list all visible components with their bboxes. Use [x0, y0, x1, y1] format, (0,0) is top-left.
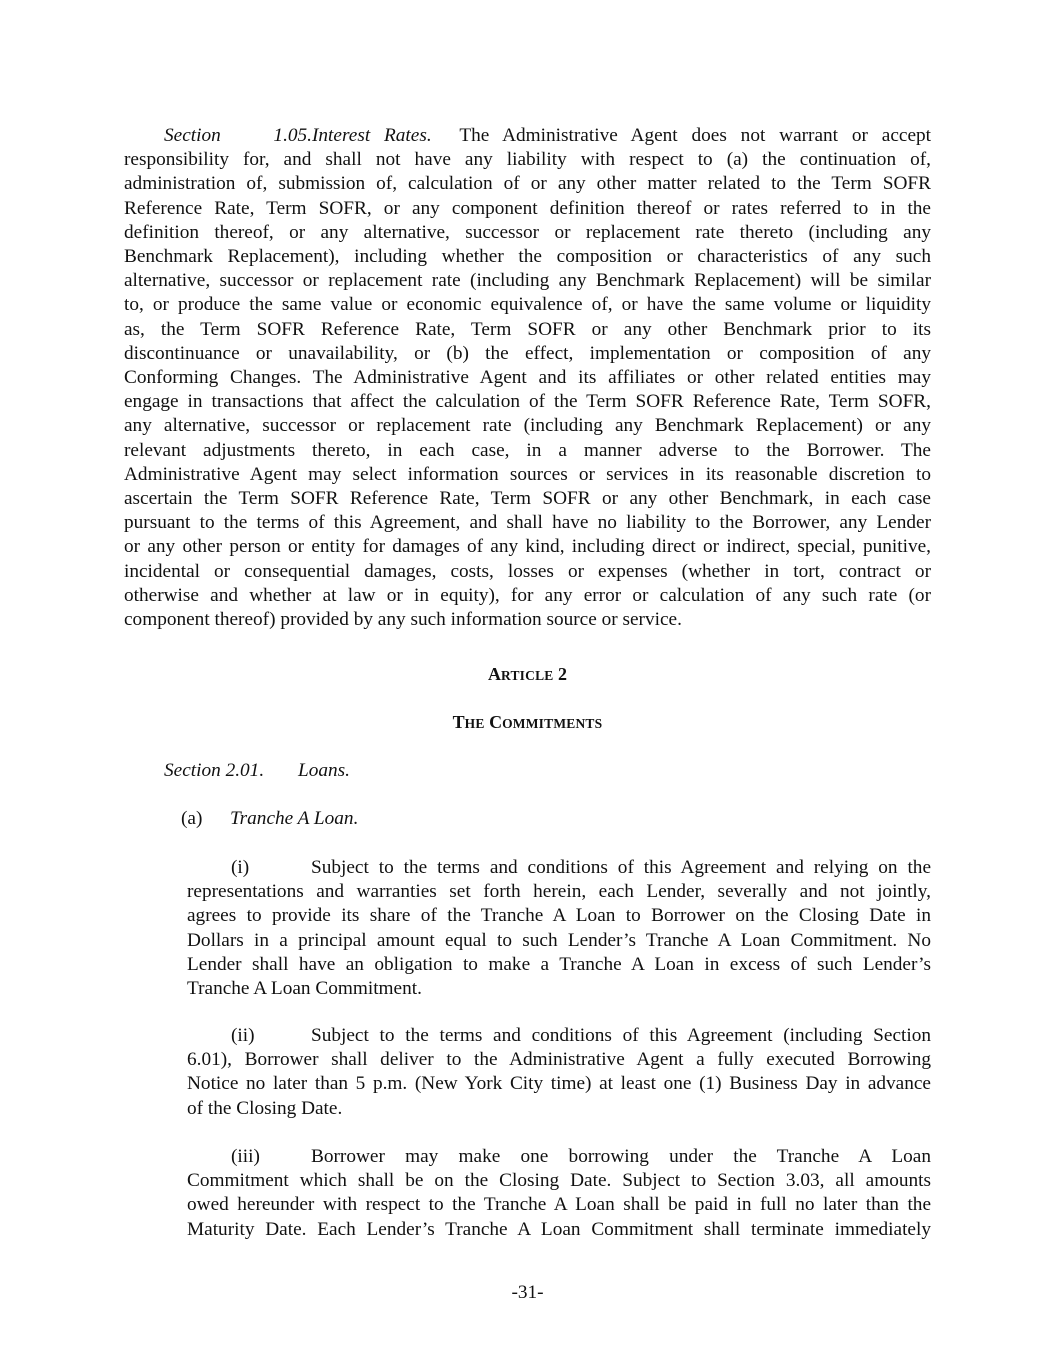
section-1-05-line: relevant adjustments thereto, in each case, in a manner adverse to the Borrower. The [124, 439, 931, 461]
clause-line: Subject to the terms and conditions of this Agreement (including Section [311, 1025, 931, 1046]
clause-line: agrees to provide its share of the Tranche A Loan to Borrower on the Closing Date in [187, 905, 931, 927]
section-1-05-line: alternative, successor or replacement rate (including any Benchmark Replacement) will be similar [124, 270, 931, 292]
section-1-05-line: Administrative Agent may select information sources or services in its reasonable discretion to [124, 463, 931, 485]
section-1-05-number: Section 1.05. [164, 125, 312, 146]
section-1-05-line: to, or produce the same value or economic equivalence of, or have the same volume or liquidity [124, 294, 931, 316]
section-1-05-line: discontinuance or unavailability, or (b) the effect, implementation or composition of any [124, 342, 931, 364]
section-1-05-line: any alternative, successor or replacement rate (including any Benchmark Replacement) or any [124, 415, 931, 437]
clause-ii-first-line [187, 1024, 931, 1048]
section-1-05-line: Benchmark Replacement), including whether the composition or characteristics of any such [124, 246, 931, 268]
clause-line: 6.01), Borrower shall deliver to the Administrative Agent a fully executed Borrowing [187, 1049, 931, 1071]
section-1-05-line: definition thereof, or any alternative, successor or replacement rate thereto (including any [124, 221, 931, 243]
subsection-a-heading [181, 807, 358, 831]
clause-iii [187, 1145, 931, 1242]
article-number-rest: RTICLE [501, 668, 554, 683]
clause-line: of the Closing Date. [187, 1097, 343, 1119]
clause-line: Notice no later than 5 p.m. (New York City time) at least one (1) Business Day in advance [187, 1073, 931, 1095]
article-title-rest-1: HE [464, 716, 485, 731]
subsection-a-title: Tranche A Loan. [230, 808, 359, 829]
clause-line: owed hereunder with respect to the Tranche A Loan shall be paid in full no later than the [187, 1194, 931, 1216]
section-1-05-line: or any other person or entity for damages of any kind, including direct or indirect, special, punitive, [124, 536, 931, 558]
section-1-05-line: component thereof) provided by any such information source or service. [124, 609, 682, 631]
section-1-05-line: Reference Rate, Term SOFR, or any component definition thereof or rates referred to in the [124, 197, 931, 219]
article-title-initial-2: C [489, 712, 503, 732]
section-1-05-line: incidental or consequential damages, costs, losses or expenses (whether in tort, contract or [124, 560, 931, 582]
article-number-value: 2 [558, 664, 567, 684]
subsection-a-label: (a) [181, 808, 203, 829]
section-1-05-line: otherwise and whether at law or in equity), for any error or calculation of any such rate (or [124, 584, 931, 606]
section-1-05-line: Conforming Changes. The Administrative Agent and its affiliates or other related entities may [124, 367, 931, 389]
section-1-05-first-line [124, 124, 931, 148]
clause-line: Commitment which shall be on the Closing Date. Subject to Section 3.03, all amounts [187, 1170, 931, 1192]
clause-line: Tranche A Loan Commitment. [187, 978, 422, 1000]
section-1-05-line: responsibility for, and shall not have any liability with respect to (a) the continuation of, [124, 149, 931, 171]
section-1-05-title: Interest Rates. [312, 125, 432, 146]
section-1-05-line: administration of, submission of, calculation of or any other matter related to the Term SOFR [124, 173, 931, 195]
clause-i [187, 856, 931, 1001]
clause-iii-first-line [187, 1145, 931, 1169]
clause-i-label: (i) [231, 857, 250, 878]
clause-line: Dollars in a principal amount equal to such Lender’s Tranche A Loan Commitment. No [187, 929, 931, 951]
section-1-05-line: pursuant to the terms of this Agreement, and shall have no liability to the Borrower, any Lender [124, 512, 931, 534]
article-number [0, 662, 1055, 688]
section-2-01-title: Loans. [298, 760, 350, 781]
article-title [0, 710, 1055, 736]
section-1-05-line: engage in transactions that affect the calculation of the Term SOFR Reference Rate, Term SOFR, [124, 391, 931, 413]
section-2-01-heading [164, 759, 350, 783]
article-number-initial: A [488, 664, 501, 684]
section-1-05-paragraph [124, 124, 931, 632]
section-1-05-line: ascertain the Term SOFR Reference Rate, Term SOFR or any other Benchmark, in each case [124, 488, 931, 510]
clause-ii-label: (ii) [231, 1025, 255, 1046]
clause-ii [187, 1024, 931, 1121]
section-1-05-line: as, the Term SOFR Reference Rate, Term SOFR or any other Benchmark prior to its [124, 318, 931, 340]
clause-iii-label: (iii) [231, 1146, 260, 1167]
page-number: -31- [511, 1282, 544, 1303]
article-title-initial-1: T [452, 712, 465, 732]
section-1-05-line: The Administrative Agent does not warrant or accept [459, 125, 931, 146]
section-2-01-number: Section 2.01. [164, 760, 265, 781]
clause-line: Maturity Date. Each Lender’s Tranche A Loan Commitment shall terminate immediately [187, 1218, 931, 1240]
clause-i-first-line [187, 856, 931, 880]
clause-line: representations and warranties set forth herein, each Lender, severally and not jointly, [187, 881, 931, 903]
article-title-rest-2: OMMITMENTS [502, 716, 603, 731]
clause-line: Borrower may make one borrowing under the Tranche A Loan [311, 1146, 931, 1167]
clause-line: Subject to the terms and conditions of this Agreement and relying on the [311, 857, 931, 878]
clause-line: Lender shall have an obligation to make a Tranche A Loan in excess of such Lender’s [187, 953, 931, 975]
